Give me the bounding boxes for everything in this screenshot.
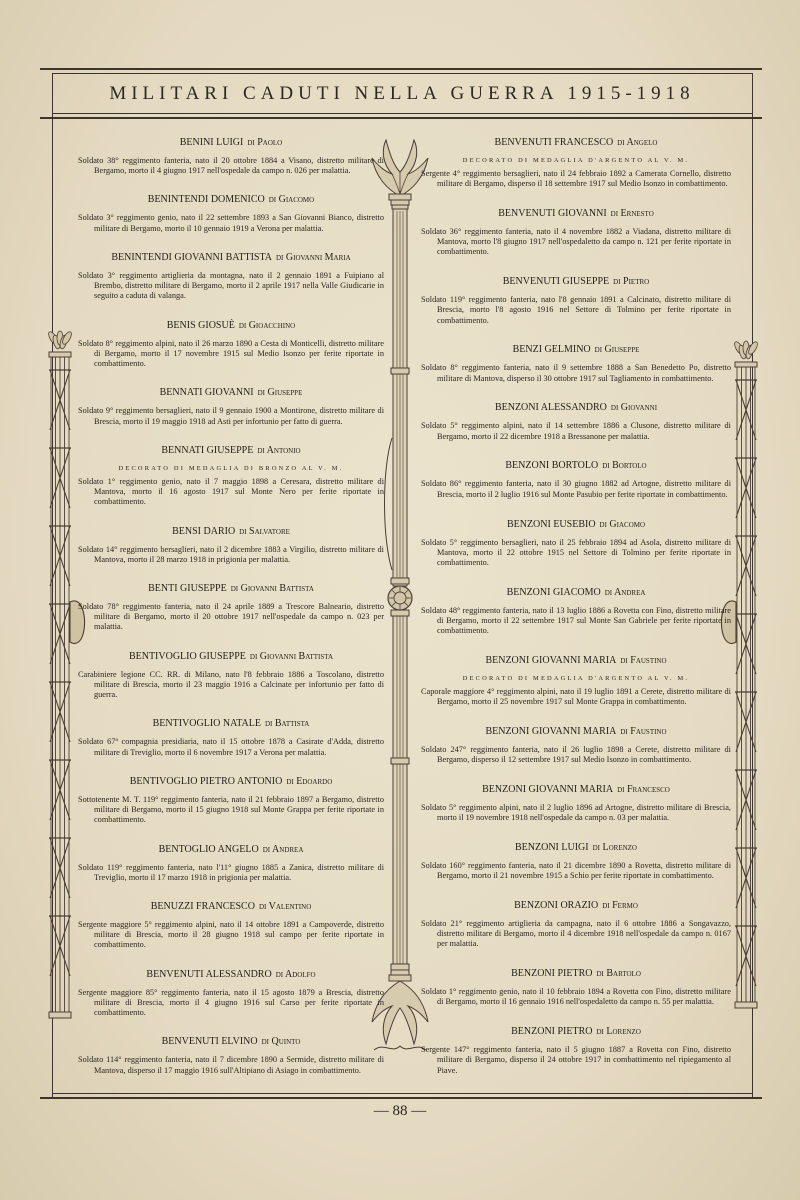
capital-top-ring: [392, 205, 408, 209]
entry: [421, 783, 731, 823]
entry-text: Soldato 119° reggimento fanteria, nato l'11° giugno 1885 a Zanica, distretto militare di Treviglio, morto il 17 marzo 1918 in prigionia per malattia.: [78, 862, 384, 882]
entry-decoration: DECORATO DI MEDAGLIA D'ARGENTO AL V. M.: [462, 674, 690, 682]
entry: [421, 518, 731, 569]
entry-surname: BENTIVOGLIO PIETRO ANTONIO: [129, 775, 283, 787]
frame-bottom-inner-rule: [52, 1093, 752, 1094]
column-band: [391, 368, 409, 374]
entry-text: Soldato 3° reggimento genio, nato il 22 settembre 1893 a San Giovanni Bianco, distretto militare di Bergamo, morto il 10 gennaio 1919 a Verona per malattia.: [78, 213, 384, 233]
entry-patronym: di Bortolo: [602, 460, 647, 472]
entry-name: [78, 251, 384, 264]
entry-name: [78, 1035, 384, 1048]
entry-text: Soldato 48° reggimento fanteria, nato il 13 luglio 1886 a Rovetta con Fino, distretto militare di Bergamo, morto il 22 settembre 1917 sul Monte San Gabriele per ferite riportate in combattimento.: [421, 605, 731, 636]
entry-patronym: di Giovanni: [610, 402, 658, 414]
entry-name: [421, 725, 731, 738]
entry-name: [421, 899, 731, 912]
entry-name: [78, 650, 384, 663]
entry-patronym: di Adolfo: [275, 968, 316, 980]
entry-surname: BENTOGLIO ANGELO: [158, 843, 259, 855]
entry-surname: BENINTENDI DOMENICO: [147, 194, 265, 206]
column-band: [391, 758, 409, 764]
entry-patronym: di Giovanni Battista: [249, 650, 334, 662]
entry-patronym: di Francesco: [617, 783, 670, 795]
entry-patronym: di Gioacchino: [238, 319, 296, 331]
fasces-cap: [49, 352, 71, 357]
entry-name: [78, 444, 384, 457]
entry-name: [421, 586, 731, 599]
entry-name: [78, 525, 384, 538]
entry-text: Sottotenente M. T. 119° reggimento fanteria, nato il 21 febbraio 1897 a Bergamo, distretto militare di Bergamo, morto il 15 giugno 1918 sul Monte Grappa per ferite riportate in combattimento.: [78, 794, 384, 825]
entry-name: [78, 968, 384, 981]
entry-name: [78, 386, 384, 399]
entry-decoration: DECORATO DI MEDAGLIA D'ARGENTO AL V. M.: [462, 157, 690, 164]
entry-surname: BENINTENDI GIOVANNI BATTISTA: [111, 251, 272, 263]
entry-name: [78, 193, 384, 206]
entry-text: Sergente maggiore 5° reggimento alpini, nato il 14 ottobre 1891 a Campoverde, distretto militare di Brescia, morto il 28 giugno 1918 sul campo per ferite riportate in combattimento.: [78, 920, 384, 950]
entry-surname: BENINI LUIGI: [179, 137, 244, 148]
entry-text: Soldato 8° reggimento alpini, nato il 26 marzo 1890 a Cesta di Monticelli, distretto militare di Bergamo, morto il 17 novembre 1915 sul Medio Isonzo per ferite riportate in combattimento.: [78, 338, 384, 369]
entry-text: Soldato 119° reggimento fanteria, nato l'8 gennaio 1891 a Calcinato, distretto militare di Brescia, morto l'8 agosto 1916 nel Settore di Tolmino per ferite riportate in combattimento.: [421, 295, 731, 325]
entry-patronym: di Andrea: [262, 843, 304, 855]
column-band: [391, 578, 409, 584]
entry-text: Carabiniere legione CC. RR. di Milano, nato l'8 febbraio 1886 a Toscolano, distretto militare di Brescia, morto il 23 maggio 1916 a Calcinate per infortunio per fatto di guerra.: [78, 669, 384, 700]
entry-text: Soldato 9° reggimento bersaglieri, nato il 9 gennaio 1900 a Montirone, distretto militare di Brescia, morto il 19 maggio 1918 ad Asti per infortunio per fatto di guerra.: [78, 406, 384, 426]
entry-decoration: DECORATO DI MEDAGLIA DI BRONZO AL V. M.: [118, 464, 344, 472]
entry-surname: BENUZZI FRANCESCO: [150, 901, 255, 913]
entry-patronym: di Paolo: [247, 137, 283, 148]
entry-name: [78, 319, 384, 332]
page-number: — 88 —: [373, 1103, 427, 1119]
entry-surname: BENZONI BORTOLO: [505, 460, 599, 472]
entry-surname: BENZONI EUSEBIO: [506, 518, 596, 530]
entry: [78, 843, 384, 883]
capital-top-abacus: [389, 194, 411, 200]
entry: [421, 343, 731, 383]
entry-patronym: di Giuseppe: [594, 344, 640, 356]
entry: [421, 459, 731, 499]
entry-surname: BENVENUTI ALESSANDRO: [146, 968, 272, 980]
entry-patronym: di Giacomo: [268, 194, 315, 206]
entry: [78, 193, 384, 233]
entry: [421, 1025, 731, 1076]
entry-text: Soldato 5° reggimento alpini, nato il 2 luglio 1896 ad Artogne, distretto militare di Brescia, morto il 19 novembre 1918 nell'ospedale da campo n. 03 per malattia.: [421, 802, 731, 823]
entry-patronym: di Bartolo: [596, 968, 641, 980]
entry-surname: BENNATI GIOVANNI: [159, 387, 254, 399]
entry: [78, 136, 384, 176]
entry-name: [421, 401, 731, 414]
entry-surname: BENZONI ALESSANDRO: [494, 402, 607, 414]
entry-name: [78, 900, 384, 913]
entry-patronym: di Lorenzo: [592, 841, 637, 853]
entry-text: Soldato 5° reggimento bersaglieri, nato il 25 febbraio 1894 ad Asola, distretto militare di Mantova, morto il 22 ottobre 1915 nel Settore di Tolmino per ferite riportate in combattimento.: [421, 537, 731, 567]
entry-text: Soldato 21° reggimento artiglieria da campagna, nato il 6 ottobre 1886 a Songavazzo, distretto militare di Bergamo, morto il 4 dicembre 1918 nell'ospedale da campo n. 0167 per malattia.: [421, 919, 731, 949]
entry-name: [78, 582, 384, 595]
entry-surname: BENTI GIUSEPPE: [148, 583, 227, 594]
entry: [78, 386, 384, 426]
entry-surname: BENVENUTI GIUSEPPE: [502, 276, 610, 288]
entry-text: Soldato 8° reggimento fanteria, nato il 9 settembre 1888 a San Benedetto Po, distretto militare di Mantova, disperso il 30 ottobre 1917 sul Tagliamento in combattimento.: [421, 363, 731, 383]
entry-patronym: di Antonio: [257, 444, 301, 456]
fasces-foot: [735, 1002, 757, 1008]
entry-surname: BENVENUTI FRANCESCO: [494, 137, 614, 148]
entry-surname: BENZONI GIOVANNI MARIA: [482, 783, 614, 795]
entry-patronym: di Giovanni Maria: [276, 251, 351, 263]
left-column: [78, 136, 384, 1076]
entry-patronym: di Giuseppe: [257, 387, 303, 399]
entry-text: Soldato 1° reggimento genio, nato il 10 febbraio 1894 a Rovetta con Fino, distretto militare di Bergamo, morto il 16 gennaio 1916 nell'ospedaletto da campo n. 55 per malattia.: [421, 987, 731, 1007]
entry: [421, 586, 731, 637]
entry-patronym: di Fermo: [602, 900, 638, 911]
entry-surname: BENZONI ORAZIO: [514, 900, 599, 911]
entry-text: Soldato 160° reggimento fanteria, nato il 21 dicembre 1890 a Rovetta, distretto militare di Bergamo, morto il 21 novembre 1915 a Schio per ferite riportate in combattimento.: [421, 860, 731, 881]
page-title: MILITARI CADUTI NELLA GUERRA 1915-1918: [109, 83, 695, 104]
entry: [421, 136, 731, 189]
entry-surname: BENZONI PIETRO: [511, 1026, 593, 1038]
entry-name: [421, 654, 731, 667]
entry-name: [78, 843, 384, 856]
entry-patronym: di Giovanni Battista: [230, 583, 314, 594]
entry-text: Soldato 36° reggimento fanteria, nato il 4 novembre 1882 a Viadana, distretto militare di Mantova, morto l'8 giugno 1917 nell'ospedaletto da campo n. 121 per ferite riportate in combattimento.: [421, 227, 731, 257]
entry-surname: BENIS GIOSUÈ: [166, 319, 235, 331]
entry-text: Sergente maggiore 85° reggimento fanteria, nato il 15 agosto 1879 a Brescia, distretto militare di Brescia, morto il 4 giugno 1916 sul Carso per ferite riportate in combattimento.: [78, 987, 384, 1018]
entry: [78, 525, 384, 565]
entry-text: Soldato 86° reggimento fanteria, nato il 30 giugno 1882 ad Artogne, distretto militare di Brescia, morto il 2 luglio 1916 sul Monte Pasubio per ferite riportate in combattimento.: [421, 479, 731, 499]
entry: [78, 650, 384, 701]
entry-name: [421, 841, 731, 854]
entry-text: Sergente 147° reggimento fanteria, nato il 5 giugno 1887 a Rovetta con Fino, distretto militare di Bergamo, disperso il 24 ottobre 1917 in combattimento nel ripiegamento al Piave.: [421, 1045, 731, 1075]
entry: [78, 319, 384, 370]
page-header: [52, 74, 752, 114]
entry: [421, 725, 731, 765]
entry-name: [78, 136, 384, 149]
entry: [421, 401, 731, 441]
entry-surname: BENTIVOGLIO GIUSEPPE: [128, 650, 246, 662]
entry-name: [421, 783, 731, 796]
entry-patronym: di Edoardo: [286, 775, 333, 787]
entry-patronym: di Lorenzo: [596, 1026, 641, 1038]
entry-surname: BENNATI GIUSEPPE: [161, 444, 254, 456]
entry-surname: BENZONI GIOVANNI MARIA: [485, 725, 617, 737]
entry-surname: BENZONI GIACOMO: [506, 586, 601, 598]
entry: [421, 967, 731, 1007]
entry: [78, 717, 384, 757]
entry-surname: BENVENUTI GIOVANNI: [498, 208, 607, 220]
entry-text: Caporale maggiore 4° reggimento alpini, nato il 19 luglio 1891 a Cerete, distretto militare di Bergamo, morto il 25 novembre 1917 sul Monte Grappa in combattimento.: [421, 686, 731, 707]
entry-patronym: di Faustino: [620, 654, 667, 666]
entry-patronym: di Quinto: [261, 1036, 301, 1048]
entry-surname: BENVENUTI ELVINO: [161, 1036, 258, 1048]
entry: [421, 207, 731, 258]
entry-name: [78, 717, 384, 730]
entry-text: Soldato 114° reggimento fanteria, nato il 7 dicembre 1890 a Sermide, distretto militare di Mantova, disperso il 17 maggio 1916 sull'Altipiano di Asiago in combattimento.: [78, 1055, 384, 1075]
entry: [78, 900, 384, 951]
entry-name: [421, 136, 731, 149]
entry-patronym: di Andrea: [604, 586, 646, 598]
entry-text: Soldato 3° reggimento artiglieria da montagna, nato il 2 gennaio 1891 a Fuipiano al Brembo, distretto militare di Bergamo, morto il 2 aprile 1917 nella Valle Giudicarie in seguito a caduta di valanga.: [78, 270, 384, 301]
entry-patronym: di Valentino: [258, 901, 312, 913]
entry: [78, 444, 384, 508]
frame-top-rule: [40, 68, 762, 70]
entry-surname: BENZONI GIOVANNI MARIA: [485, 654, 617, 666]
entry-patronym: di Faustino: [620, 725, 667, 737]
entry: [78, 582, 384, 633]
fasces-foot: [49, 1012, 71, 1018]
entry: [78, 968, 384, 1019]
entry-patronym: di Salvatore: [239, 525, 290, 537]
entry-text: Soldato 67ª compagnia presidiaria, nato il 15 ottobre 1878 a Casirate d'Adda, distretto militare di Treviglio, morto il 6 novembre 1917 a Verona per malattia.: [78, 737, 384, 757]
entry-surname: BENSI DARIO: [172, 525, 236, 537]
entry: [78, 1035, 384, 1075]
entry-patronym: di Ernesto: [610, 208, 654, 220]
entry-surname: BENZI GELMINO: [512, 344, 591, 356]
frame-bottom-rule: [40, 1097, 762, 1099]
entry-text: Sergente 4° reggimento bersaglieri, nato il 24 febbraio 1892 a Camerata Cornello, distretto militare di Bergamo, disperso il 18 settembre 1917 sul Medio Isonzo in combattimento.: [421, 169, 731, 189]
entry-name: [421, 275, 731, 288]
entry-patronym: di Battista: [264, 718, 310, 730]
entry: [421, 654, 731, 707]
entry-surname: BENZONI PIETRO: [511, 968, 593, 980]
entry-text: Soldato 1° reggimento genio, nato il 7 maggio 1898 a Ceresara, distretto militare di Mantova, morto il 16 agosto 1917 sul Monte Nero per ferite riportate in combattimento.: [78, 476, 384, 507]
entry-text: Soldato 14° reggimento bersaglieri, nato il 2 dicembre 1883 a Virgilio, distretto militare di Mantova, morto il 28 marzo 1918 in prigionia per malattia.: [78, 544, 384, 564]
entry: [421, 841, 731, 881]
entry: [421, 899, 731, 950]
column-bracket: [385, 438, 393, 570]
entry-name: [421, 1025, 731, 1038]
capital-bottom-ring: [391, 970, 409, 975]
entry-patronym: di Giacomo: [599, 518, 646, 530]
frame-header-rule: [40, 117, 762, 119]
entry-patronym: di Pietro: [613, 276, 650, 288]
entry-text: Soldato 247° reggimento fanteria, nato il 26 luglio 1898 a Cerete, distretto militare di Bergamo, disperso il 12 settembre 1917 sul Medio Isonzo in combattimento.: [421, 744, 731, 765]
entry-surname: BENZONI LUIGI: [515, 841, 589, 853]
column-band: [391, 964, 409, 970]
entry: [421, 275, 731, 326]
entry-name: [421, 207, 731, 220]
entry: [78, 251, 384, 302]
capital-top-ring: [391, 200, 409, 205]
entry: [78, 775, 384, 826]
entry-name: [78, 775, 384, 788]
entry-text: Soldato 78° reggimento fanteria, nato il 24 aprile 1889 a Trescore Balneario, distretto militare di Bergamo, morto il 20 ottobre 1917 nell'ospedale da campo n. 023 per malattia.: [78, 602, 384, 632]
fasces-cap: [735, 362, 757, 367]
capital-bottom-abacus: [389, 975, 411, 981]
column-band: [391, 610, 409, 616]
right-column: [421, 136, 731, 1076]
entry-name: [421, 343, 731, 356]
entry-name: [421, 967, 731, 980]
entry-text: Soldato 5° reggimento alpini, nato il 14 settembre 1886 a Clusone, distretto militare di Bergamo, morto il 22 dicembre 1918 a Bressanone per malattia.: [421, 421, 731, 441]
entry-patronym: di Angelo: [617, 137, 658, 148]
entry-surname: BENTIVOGLIO NATALE: [152, 718, 261, 730]
entry-name: [421, 518, 731, 531]
entry-name: [421, 459, 731, 472]
entry-text: Soldato 38° reggimento fanteria, nato il 20 ottobre 1884 a Visano, distretto militare di Bergamo, morto il 4 giugno 1917 nell'ospedale da campo n. 026 per malattia.: [78, 156, 384, 176]
